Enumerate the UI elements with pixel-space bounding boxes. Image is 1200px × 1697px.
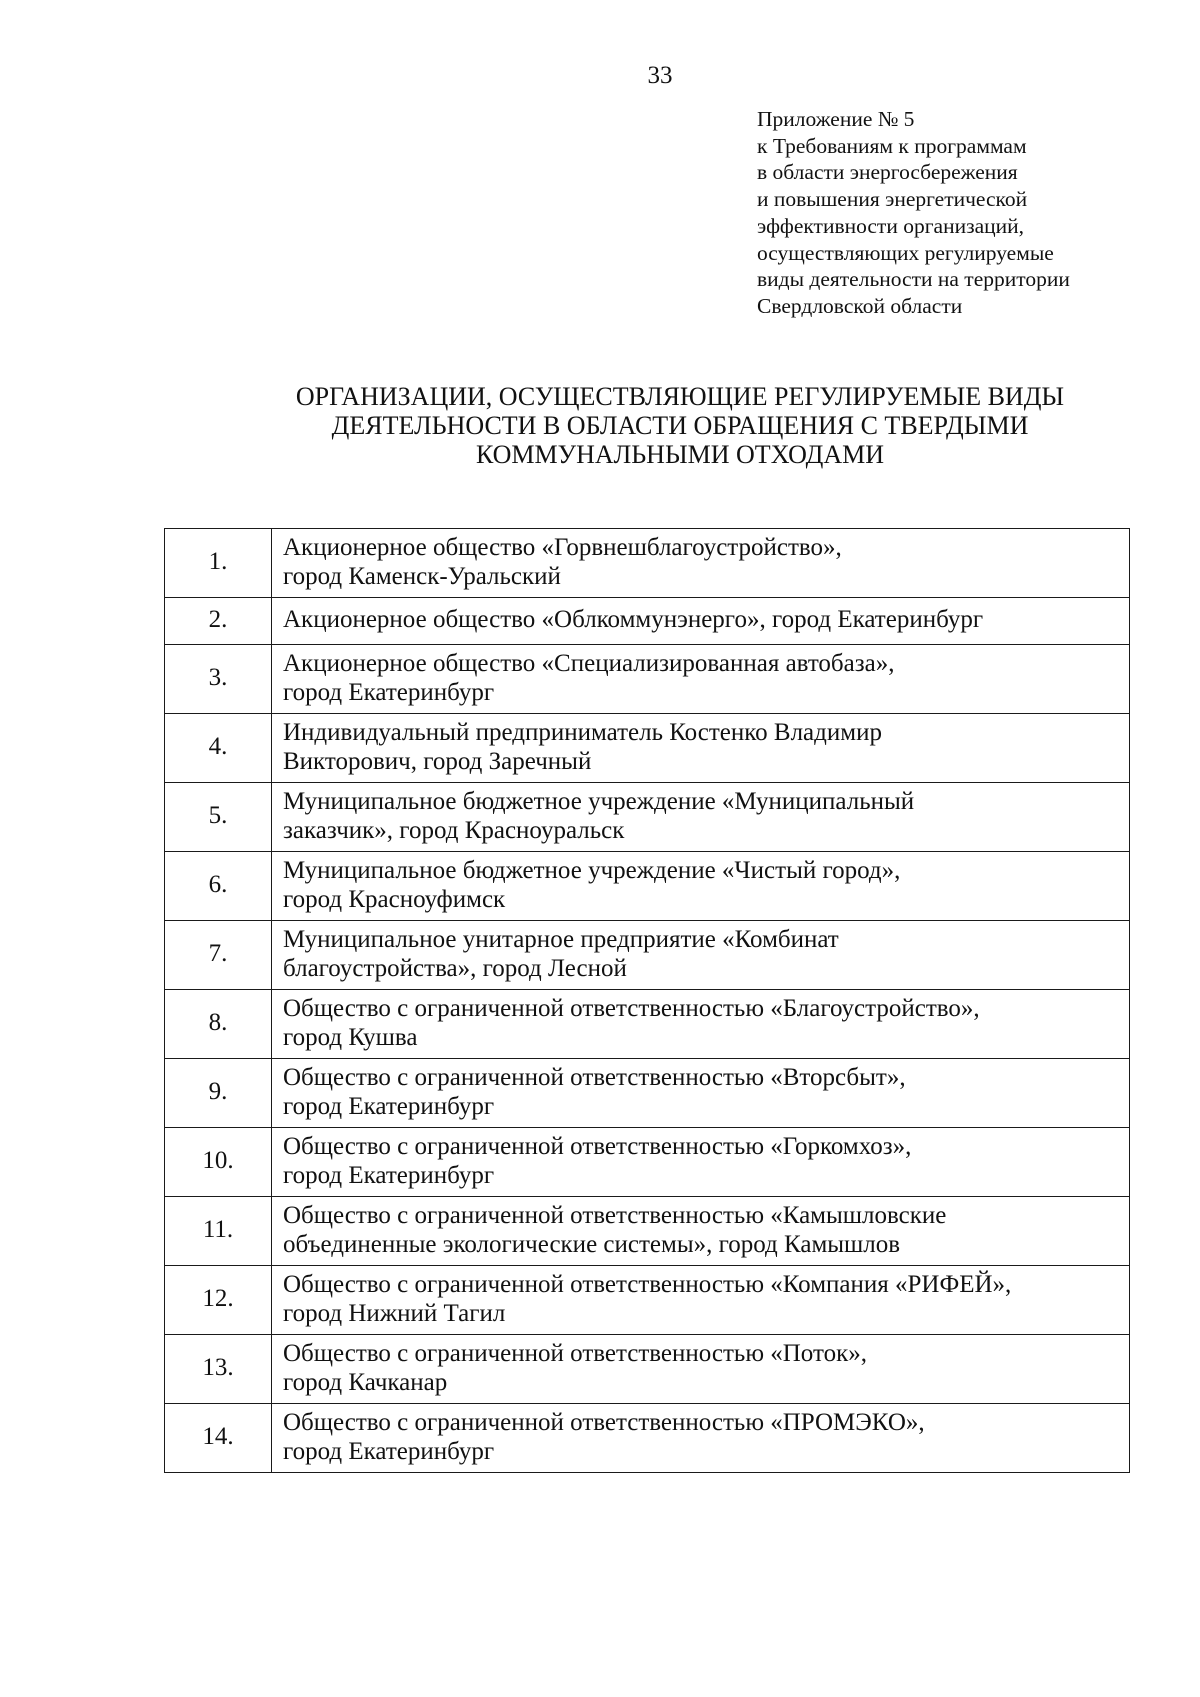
table-row: [165, 1335, 1130, 1404]
organization-name-line: Общество с ограниченной ответственностью «Вторсбыт»,: [283, 1063, 906, 1091]
organization-name-line: город Красноуфимск: [283, 885, 506, 913]
table-row: [165, 1197, 1130, 1266]
row-number: 12.: [165, 1266, 272, 1335]
organization-name: [272, 1266, 1130, 1335]
title-line: ДЕЯТЕЛЬНОСТИ В ОБЛАСТИ ОБРАЩЕНИЯ С ТВЕРДЫМИ: [331, 411, 1029, 440]
title-line: КОММУНАЛЬНЫМИ ОТХОДАМИ: [475, 440, 885, 469]
organization-name: [272, 990, 1130, 1059]
appendix-line: осуществляющих регулируемые: [757, 240, 1054, 265]
appendix-line: Приложение № 5: [757, 107, 915, 131]
organization-name: [272, 852, 1130, 921]
title-line: ОРГАНИЗАЦИИ, ОСУЩЕСТВЛЯЮЩИЕ РЕГУЛИРУЕМЫЕ ВИДЫ: [295, 382, 1065, 411]
table-row: [165, 921, 1130, 990]
organization-name-line: Муниципальное бюджетное учреждение «Муниципальный: [283, 787, 915, 815]
row-number: 10.: [165, 1128, 272, 1197]
row-number: 2.: [165, 598, 272, 645]
table-row: [165, 990, 1130, 1059]
organization-name-line: город Екатеринбург: [283, 1092, 495, 1120]
appendix-line: Свердловской области: [757, 293, 963, 318]
table-row: [165, 1128, 1130, 1197]
row-number: 3.: [165, 645, 272, 714]
table-row: [165, 714, 1130, 783]
organization-name-line: Акционерное общество «Горвнешблагоустройство»,: [283, 533, 842, 561]
organization-name-line: благоустройства», город Лесной: [283, 954, 627, 982]
row-number: 14.: [165, 1404, 272, 1473]
organization-name-line: город Кушва: [283, 1023, 418, 1051]
row-number: 11.: [165, 1197, 272, 1266]
table-row: [165, 1059, 1130, 1128]
organization-name: [272, 1404, 1130, 1473]
organization-name-line: Общество с ограниченной ответственностью «Камышловские: [283, 1201, 947, 1229]
row-number: 9.: [165, 1059, 272, 1128]
organization-name: [272, 1059, 1130, 1128]
table-row: [165, 852, 1130, 921]
organization-name: [272, 783, 1130, 852]
organizations-table: [164, 528, 1130, 1473]
organization-name-line: город Екатеринбург: [283, 1161, 495, 1189]
table-row: [165, 1404, 1130, 1473]
appendix-reference: [757, 106, 1070, 320]
organization-name-line: Акционерное общество «Специализированная автобаза»,: [283, 649, 895, 677]
appendix-line: в области энергосбережения: [757, 160, 1018, 185]
organization-name-line: город Екатеринбург: [283, 678, 495, 706]
row-number: 8.: [165, 990, 272, 1059]
organization-name: [272, 529, 1130, 598]
organization-name-line: Муниципальное унитарное предприятие «Комбинат: [283, 925, 839, 953]
organization-name-line: объединенные экологические системы», город Камышлов: [283, 1230, 901, 1258]
row-number: 4.: [165, 714, 272, 783]
organization-name-line: Муниципальное бюджетное учреждение «Чистый город»,: [283, 856, 901, 884]
organization-name-line: город Нижний Тагил: [283, 1299, 506, 1327]
appendix-line: и повышения энергетической: [757, 187, 1028, 212]
organization-name-line: Общество с ограниченной ответственностью «Поток»,: [283, 1339, 867, 1367]
organization-name-line: Общество с ограниченной ответственностью «Благоустройство»,: [283, 994, 980, 1022]
organization-name-line: Викторович, город Заречный: [283, 747, 592, 775]
row-number: 1.: [165, 529, 272, 598]
table-row: [165, 1266, 1130, 1335]
organization-name-line: город Качканар: [283, 1368, 448, 1396]
organization-name-line: город Каменск-Уральский: [283, 562, 561, 590]
document-title: [240, 382, 1120, 469]
organization-name: [272, 1128, 1130, 1197]
organization-name: [272, 921, 1130, 990]
organization-name: [272, 645, 1130, 714]
organization-name-line: Акционерное общество «Облкоммунэнерго», город Екатеринбург: [283, 606, 984, 633]
table-row: [165, 783, 1130, 852]
organization-name-line: Общество с ограниченной ответственностью «Горкомхоз»,: [283, 1132, 912, 1160]
page-number: 33: [647, 62, 673, 89]
table-row: [165, 645, 1130, 714]
organization-name-line: Индивидуальный предприниматель Костенко Владимир: [283, 718, 882, 746]
row-number: 6.: [165, 852, 272, 921]
organization-name-line: заказчик», город Красноуральск: [283, 816, 625, 844]
organization-name: [272, 1335, 1130, 1404]
organization-name-line: Общество с ограниченной ответственностью «Компания «РИФЕЙ»,: [283, 1270, 1012, 1298]
organization-name-line: город Екатеринбург: [283, 1437, 495, 1465]
organization-name: [272, 598, 1130, 645]
organization-name: [272, 1197, 1130, 1266]
organization-name: [272, 714, 1130, 783]
row-number: 5.: [165, 783, 272, 852]
table-row: [165, 529, 1130, 598]
table-row: [165, 598, 1130, 645]
organization-name-line: Общество с ограниченной ответственностью «ПРОМЭКО»,: [283, 1408, 925, 1436]
row-number: 13.: [165, 1335, 272, 1404]
appendix-line: к Требованиям к программам: [757, 133, 1027, 158]
appendix-line: эффективности организаций,: [757, 213, 1025, 238]
row-number: 7.: [165, 921, 272, 990]
appendix-line: виды деятельности на территории: [757, 267, 1070, 292]
